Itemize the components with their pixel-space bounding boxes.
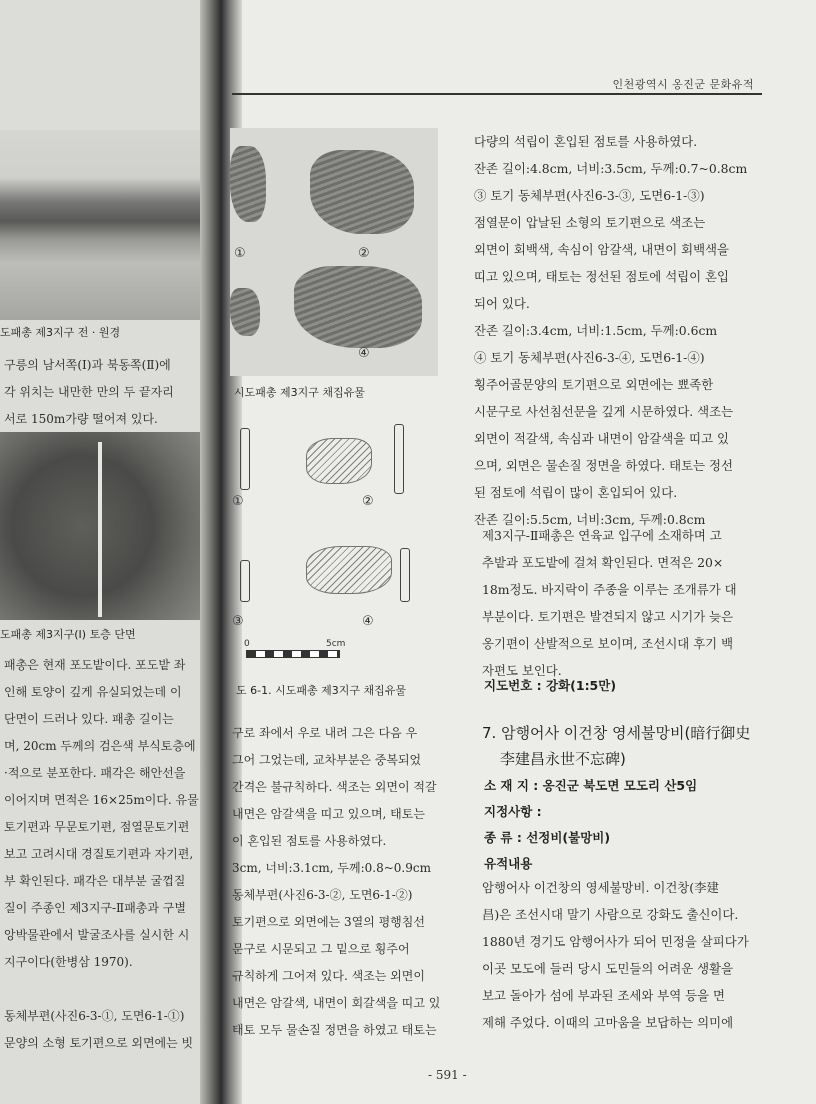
sherd-1: [230, 146, 266, 222]
text-line: 추밭과 포도밭에 걸쳐 확인된다. 면적은 20×: [482, 555, 724, 570]
profile-4: [400, 548, 410, 602]
site-landscape-photo: [0, 130, 206, 320]
text-line: 질이 주종인 제3지구-Ⅱ패총과 구별: [4, 901, 186, 915]
text-line: 잔존 길이:5.5cm, 너비:3cm, 두께:0.8cm: [474, 512, 706, 527]
scale-max: 5cm: [326, 639, 346, 649]
text-line: 시문구로 사선침선문을 깊게 시문하였다. 색조는: [474, 404, 734, 419]
text-line: 동체부편(사진6-3-②, 도면6-1-②): [232, 888, 413, 902]
text-line: 앙박물관에서 발굴조사를 실시한 시: [4, 928, 190, 942]
sherd-2: [310, 150, 414, 234]
text-line: 이 혼입된 점토를 사용하였다.: [232, 834, 387, 848]
figure-caption: 시도패총 제3지구 채집유물: [234, 386, 365, 399]
text-line: 昌)은 조선시대 말기 사람으로 강화도 출신이다.: [482, 907, 739, 922]
figure-caption: 도 6-1. 시도패총 제3지구 채집유물: [236, 684, 406, 697]
text-line: 내면은 암갈색을 띠고 있으며, 태토는: [232, 807, 425, 821]
text-line: 그어 그었는데, 교차부분은 중복되었: [232, 753, 422, 767]
left-page: [0, 0, 212, 1104]
header-rule: [232, 93, 762, 95]
text-line: 동체부편(사진6-3-①, 도면6-1-①): [4, 1009, 185, 1023]
text-line: 문구로 시문되고 그 밑으로 횡주어: [232, 942, 410, 956]
text-line: 다량의 석립이 혼입된 점토를 사용하였다.: [474, 134, 698, 149]
text-line: 제3지구-Ⅱ패총은 연육교 입구에 소재하며 고: [482, 528, 722, 543]
remains-heading: 유적내용: [484, 856, 533, 871]
running-header: 인천광역시 옹진군 문화유적: [612, 78, 754, 91]
text-line: 며, 20cm 두께의 검은색 부식토층에: [4, 739, 196, 753]
text-line: 띠고 있으며, 태토는 정선된 점토에 석립이 혼입: [474, 269, 729, 284]
text-line: 토기편으로 외면에는 3열의 평행침선: [232, 915, 425, 929]
text-line: 된 점토에 석립이 많이 혼입되어 있다.: [474, 485, 678, 500]
text-line: 3cm, 너비:3.1cm, 두께:0.8~0.9cm: [232, 861, 431, 875]
text-line: 외면이 회백색, 속심이 암갈색, 내면이 회백색을: [474, 242, 729, 257]
photo-caption: 도패총 제3지구(Ⅰ) 토층 단면: [0, 628, 136, 641]
designation-field: 지정사항 :: [484, 804, 542, 819]
text-line: 구릉의 남서쪽(Ⅰ)과 북동쪽(Ⅱ)에: [4, 358, 171, 372]
text-line: 단면이 드러나 있다. 패총 길이는: [4, 712, 174, 726]
text-line: 외면이 적갈색, 속심과 내면이 암갈색을 띠고 있: [474, 431, 729, 446]
scale-bar: [246, 650, 340, 658]
text-line: 문양의 소형 토기편으로 외면에는 빗: [4, 1036, 194, 1050]
page-number: - 591 -: [428, 1068, 467, 1082]
text-line: 보고 돌아가 섬에 부과된 조세와 부역 등을 면: [482, 988, 726, 1003]
text-line: 서로 150m가량 떨어져 있다.: [4, 412, 158, 426]
text-line: 지구이다(한병삼 1970).: [4, 955, 133, 969]
text-line: 내면은 암갈색, 내면이 회갈색을 띠고 있: [232, 996, 441, 1010]
sherd-photo-figure: [230, 128, 438, 376]
category-field: 종 류 : 선정비(불망비): [484, 830, 611, 845]
text-line: ③ 토기 동체부편(사진6-3-③, 도면6-1-③): [474, 188, 705, 203]
figure-number: ②: [362, 494, 374, 509]
section-title-cont: 李建昌永世不忘碑): [500, 750, 626, 768]
drawing-4: [306, 546, 392, 594]
text-line: 잔존 길이:3.4cm, 너비:1.5cm, 두께:0.6cm: [474, 323, 718, 338]
text-line: 되어 있다.: [474, 296, 530, 311]
figure-number: ①: [232, 494, 244, 509]
text-line: 옹기편이 산발적으로 보이며, 조선시대 후기 백: [482, 636, 734, 651]
figure-number: ①: [234, 246, 246, 261]
figure-number: ③: [232, 614, 244, 629]
figure-number: ④: [362, 614, 374, 629]
scale-zero: 0: [244, 639, 250, 649]
text-line: 보고 고려시대 경질토기편과 자기편,: [4, 847, 194, 861]
text-line: 인해 토양이 깊게 유실되었는데 이: [4, 685, 182, 699]
text-line: 제해 주었다. 이때의 고마움을 보답하는 의미에: [482, 1015, 734, 1030]
map-number: 지도번호 : 강화(1:5만): [484, 678, 617, 693]
text-line: 으며, 외면은 물손질 정면을 하였다. 태토는 정선: [474, 458, 733, 473]
drawing-2: [306, 438, 372, 484]
text-line: 18m정도. 바지락이 주종을 이루는 조개류가 대: [482, 582, 737, 597]
figure-number: ②: [358, 246, 370, 261]
text-line: 각 위치는 내만한 만의 두 끝자리: [4, 385, 174, 399]
text-line: 구로 좌에서 우로 내려 그은 다음 우: [232, 726, 418, 740]
text-line: 부 확인된다. 패각은 대부분 굴껍질: [4, 874, 186, 888]
text-line: ·적으로 분포한다. 패각은 해안선을: [4, 766, 186, 780]
profile-3: [240, 560, 250, 602]
text-line: 자편도 보인다.: [482, 663, 562, 678]
figure-number: ④: [358, 346, 370, 361]
text-line: 이곳 모도에 들러 당시 도민들의 어려운 생활을: [482, 961, 734, 976]
photo-caption: 도패총 제3지구 전 · 원경: [0, 326, 121, 339]
text-line: 이어지며 면적은 16×25m이다. 유물: [4, 793, 199, 807]
soil-section-photo: [0, 432, 206, 620]
section-title: 7. 암행어사 이건창 영세불망비(暗行御史: [482, 724, 751, 742]
text-line: 간격은 불규칙하다. 색조는 외면이 적갈: [232, 780, 437, 794]
sherd-4: [294, 266, 422, 348]
text-line: 패총은 현재 포도밭이다. 포도밭 좌: [4, 658, 186, 672]
text-line: 부분이다. 토기편은 발견되지 않고 시기가 늦은: [482, 609, 734, 624]
text-line: 잔존 길이:4.8cm, 너비:3.5cm, 두께:0.7~0.8cm: [474, 161, 748, 176]
text-line: 규칙하게 그어져 있다. 색조는 외면이: [232, 969, 425, 983]
text-line: 점열문이 압날된 소형의 토기편으로 색조는: [474, 215, 706, 230]
text-line: 1880년 경기도 암행어사가 되어 민정을 살피다가: [482, 934, 749, 949]
text-line: 토기편과 무문토기편, 점열문토기편: [4, 820, 190, 834]
text-line: ④ 토기 동체부편(사진6-3-④, 도면6-1-④): [474, 350, 705, 365]
text-line: 암행어사 이건창의 영세불망비. 이건창(李建: [482, 880, 719, 895]
location-field: 소 재 지 : 옹진군 북도면 모도리 산5임: [484, 778, 698, 793]
text-line: 횡주어골문양의 토기편으로 외면에는 뾰족한: [474, 377, 714, 392]
profile-2: [394, 424, 404, 494]
profile-1: [240, 428, 250, 490]
sherd-3: [230, 288, 260, 336]
text-line: 태토 모두 물손질 정면을 하였고 태토는: [232, 1023, 437, 1037]
scale-pole: [98, 442, 102, 617]
